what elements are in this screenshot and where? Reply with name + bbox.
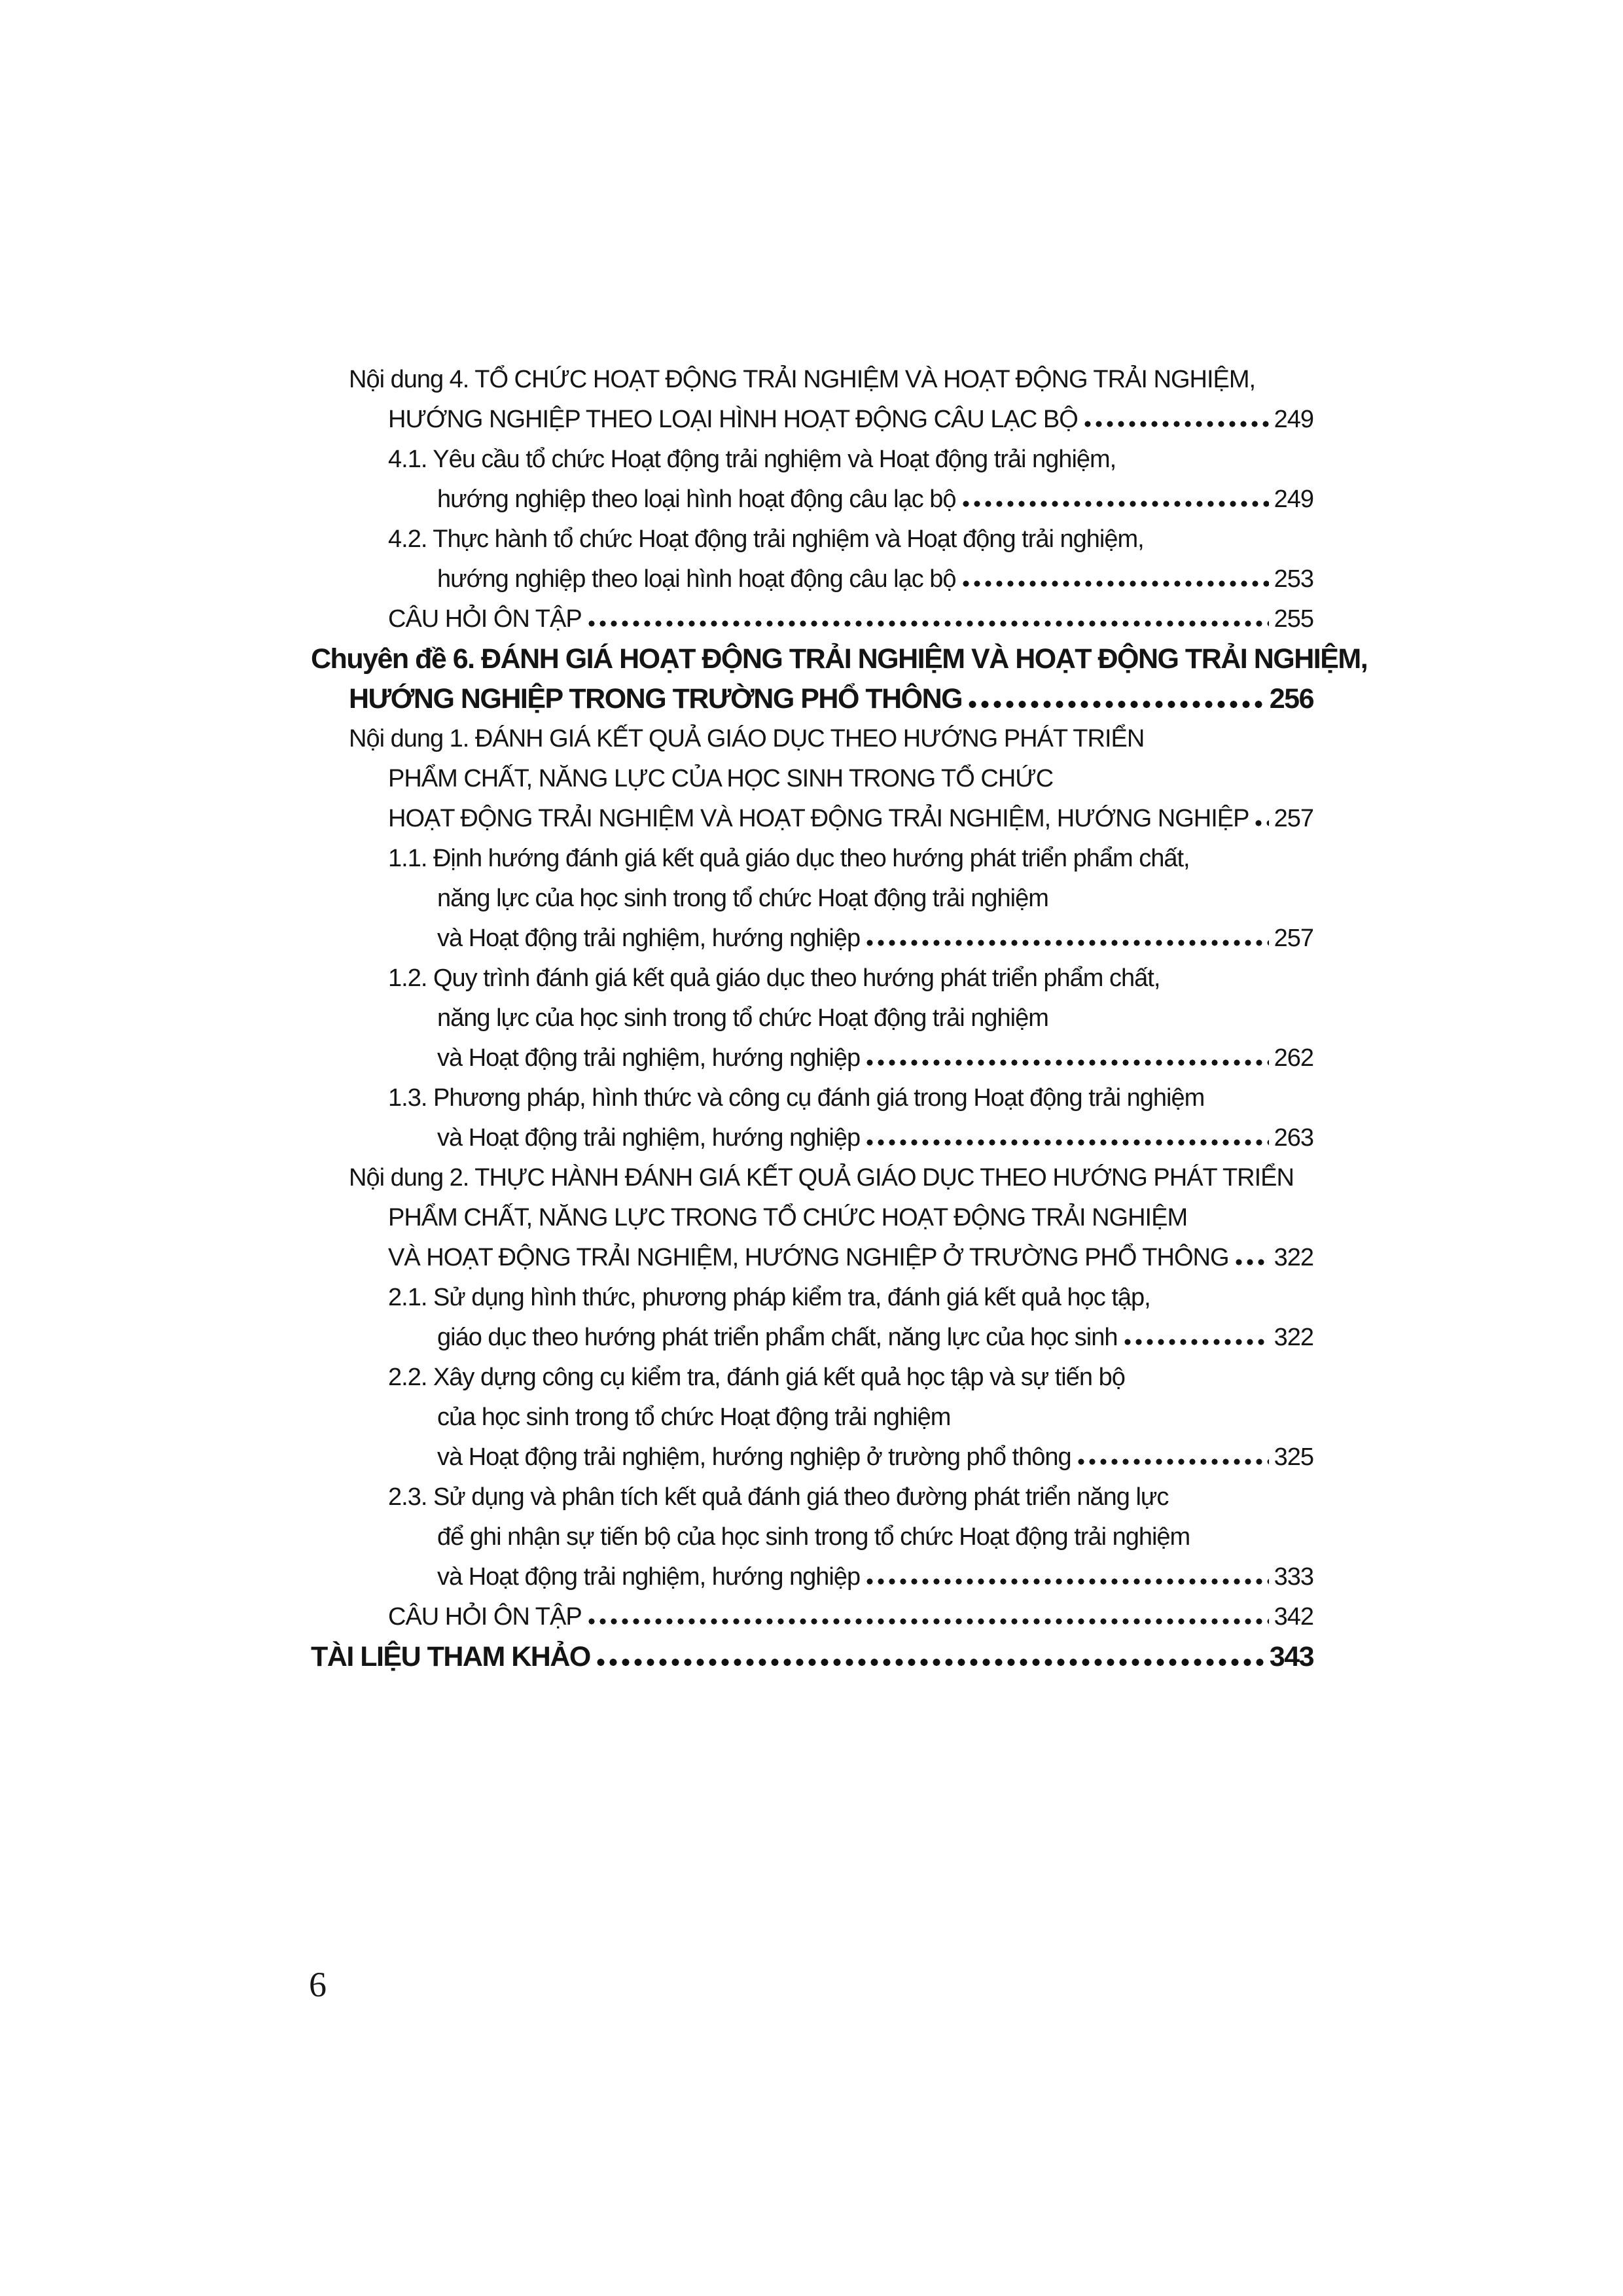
toc-page-number: 255 — [1274, 605, 1313, 633]
toc-entry-text: CÂU HỎI ÔN TẬP — [388, 605, 582, 633]
dot-leader — [595, 1659, 1264, 1666]
dot-leader — [1082, 421, 1269, 427]
toc-row — [311, 1198, 1313, 1238]
toc-page-number: 253 — [1274, 565, 1313, 593]
toc-entry-text: Chuyên đề 6. ĐÁNH GIÁ HOẠT ĐỘNG TRẢI NGHIỆM VÀ HOẠT ĐỘNG TRẢI NGHIỆM, — [311, 643, 1368, 675]
toc-entry-text: TÀI LIỆU THAM KHẢO — [311, 1641, 590, 1672]
toc-row — [311, 440, 1313, 480]
toc-entry-text: và Hoạt động trải nghiệm, hướng nghiệp — [437, 1044, 861, 1072]
toc-entry-text: PHẨM CHẤT, NĂNG LỰC TRONG TỔ CHỨC HOẠT ĐỘNG TRẢI NGHIỆM — [388, 1204, 1188, 1231]
toc-row — [311, 1238, 1313, 1278]
toc-row — [311, 1637, 1313, 1677]
toc-entry-text: 2.3. Sử dụng và phân tích kết quả đánh giá theo đường phát triển năng lực — [388, 1483, 1169, 1511]
toc-entry-text: hướng nghiệp theo loại hình hoạt động câu lạc bộ — [437, 486, 956, 513]
toc-page-number: 322 — [1274, 1324, 1313, 1351]
toc-row — [311, 1038, 1313, 1078]
toc-row — [311, 1438, 1313, 1477]
dot-leader — [967, 701, 1264, 708]
toc-page-number: 263 — [1274, 1124, 1313, 1152]
toc-page-number: 322 — [1274, 1244, 1313, 1271]
dot-leader — [961, 580, 1269, 587]
toc-entry-text: CÂU HỎI ÔN TẬP — [388, 1603, 582, 1631]
toc-entry-text: và Hoạt động trải nghiệm, hướng nghiệp — [437, 925, 861, 952]
toc-entry-text: 1.3. Phương pháp, hình thức và công cụ đánh giá trong Hoạt động trải nghiệm — [388, 1084, 1205, 1112]
dot-leader — [865, 1139, 1268, 1146]
toc-row — [311, 998, 1313, 1038]
dot-leader — [865, 1578, 1268, 1585]
toc-row — [311, 879, 1313, 919]
toc-page-number: 333 — [1274, 1563, 1313, 1591]
dot-leader — [961, 501, 1269, 507]
toc-entry-text: và Hoạt động trải nghiệm, hướng nghiệp — [437, 1124, 861, 1152]
toc-entry-text: VÀ HOẠT ĐỘNG TRẢI NGHIỆM, HƯỚNG NGHIỆP Ở TRƯỜNG PHỔ THÔNG — [388, 1244, 1229, 1271]
toc-entry-text: giáo dục theo hướng phát triển phẩm chất, năng lực của học sinh — [437, 1324, 1118, 1351]
table-of-contents — [311, 360, 1368, 1677]
toc-entry-text: và Hoạt động trải nghiệm, hướng nghiệp ở trường phổ thông — [437, 1443, 1071, 1471]
toc-page-number: 249 — [1274, 486, 1313, 513]
toc-row — [311, 839, 1313, 879]
toc-row — [311, 1597, 1313, 1637]
dot-leader — [1253, 820, 1268, 826]
toc-row — [311, 759, 1313, 799]
toc-row — [311, 1078, 1313, 1118]
toc-row — [311, 1477, 1313, 1517]
toc-entry-text: HƯỚNG NGHIỆP THEO LOẠI HÌNH HOẠT ĐỘNG CÂU LẠC BỘ — [388, 406, 1078, 433]
toc-entry-text: 4.2. Thực hành tổ chức Hoạt động trải nghiệm và Hoạt động trải nghiệm, — [388, 525, 1144, 553]
toc-page-number: 257 — [1274, 805, 1313, 832]
toc-entry-text: năng lực của học sinh trong tổ chức Hoạt động trải nghiệm — [437, 885, 1048, 912]
toc-row — [311, 1318, 1313, 1358]
toc-row — [311, 1557, 1313, 1597]
toc-row — [311, 599, 1313, 639]
dot-leader — [1076, 1458, 1269, 1465]
toc-entry-text: Nội dung 4. TỔ CHỨC HOẠT ĐỘNG TRẢI NGHIỆM VÀ HOẠT ĐỘNG TRẢI NGHIỆM, — [349, 366, 1256, 393]
toc-row — [311, 799, 1313, 839]
toc-row — [311, 919, 1313, 959]
toc-row — [311, 679, 1313, 719]
toc-row — [311, 719, 1313, 759]
dot-leader — [586, 1618, 1269, 1625]
toc-row — [311, 639, 1368, 679]
toc-row — [311, 360, 1313, 400]
toc-row — [311, 520, 1313, 559]
toc-entry-text: 4.1. Yêu cầu tổ chức Hoạt động trải nghiệm và Hoạt động trải nghiệm, — [388, 446, 1116, 473]
toc-row — [311, 1398, 1313, 1438]
toc-row — [311, 1118, 1313, 1158]
toc-page-number: 342 — [1274, 1603, 1313, 1631]
folio-page-number: 6 — [309, 1965, 327, 2004]
toc-entry-text: PHẨM CHẤT, NĂNG LỰC CỦA HỌC SINH TRONG TỔ CHỨC — [388, 765, 1054, 792]
toc-page-number: 343 — [1269, 1641, 1313, 1672]
toc-row — [311, 1278, 1313, 1318]
toc-entry-text: 2.1. Sử dụng hình thức, phương pháp kiểm tra, đánh giá kết quả học tập, — [388, 1284, 1150, 1311]
toc-page-number: 262 — [1274, 1044, 1313, 1072]
toc-page-number: 257 — [1274, 925, 1313, 952]
toc-row — [311, 480, 1313, 520]
toc-row — [311, 959, 1313, 998]
toc-entry-text: Nội dung 1. ĐÁNH GIÁ KẾT QUẢ GIÁO DỤC THEO HƯỚNG PHÁT TRIỂN — [349, 725, 1145, 752]
toc-entry-text: 1.2. Quy trình đánh giá kết quả giáo dục theo hướng phát triển phẩm chất, — [388, 964, 1160, 992]
toc-entry-text: và Hoạt động trải nghiệm, hướng nghiệp — [437, 1563, 861, 1591]
toc-entry-text: 2.2. Xây dựng công cụ kiểm tra, đánh giá kết quả học tập và sự tiến bộ — [388, 1364, 1125, 1391]
dot-leader — [865, 940, 1268, 946]
dot-leader — [1234, 1259, 1269, 1265]
toc-row — [311, 1517, 1313, 1557]
toc-row — [311, 400, 1313, 440]
dot-leader — [586, 620, 1269, 627]
toc-row — [311, 1158, 1313, 1198]
dot-leader — [1122, 1339, 1269, 1345]
toc-entry-text: hướng nghiệp theo loại hình hoạt động câu lạc bộ — [437, 565, 956, 593]
toc-row — [311, 1358, 1313, 1398]
toc-page-number: 249 — [1274, 406, 1313, 433]
toc-entry-text: để ghi nhận sự tiến bộ của học sinh trong tổ chức Hoạt động trải nghiệm — [437, 1523, 1190, 1551]
toc-entry-text: của học sinh trong tổ chức Hoạt động trải nghiệm — [437, 1404, 951, 1431]
toc-entry-text: năng lực của học sinh trong tổ chức Hoạt động trải nghiệm — [437, 1004, 1048, 1032]
toc-entry-text: HƯỚNG NGHIỆP TRONG TRƯỜNG PHỔ THÔNG — [349, 683, 963, 715]
toc-entry-text: Nội dung 2. THỰC HÀNH ĐÁNH GIÁ KẾT QUẢ GIÁO DỤC THEO HƯỚNG PHÁT TRIỂN — [349, 1164, 1294, 1192]
toc-page-number: 325 — [1274, 1443, 1313, 1471]
toc-entry-text: HOẠT ĐỘNG TRẢI NGHIỆM VÀ HOẠT ĐỘNG TRẢI NGHIỆM, HƯỚNG NGHIỆP — [388, 805, 1249, 832]
toc-row — [311, 559, 1313, 599]
dot-leader — [865, 1059, 1268, 1066]
toc-page-number: 256 — [1269, 683, 1313, 715]
toc-entry-text: 1.1. Định hướng đánh giá kết quả giáo dục theo hướng phát triển phẩm chất, — [388, 845, 1190, 872]
